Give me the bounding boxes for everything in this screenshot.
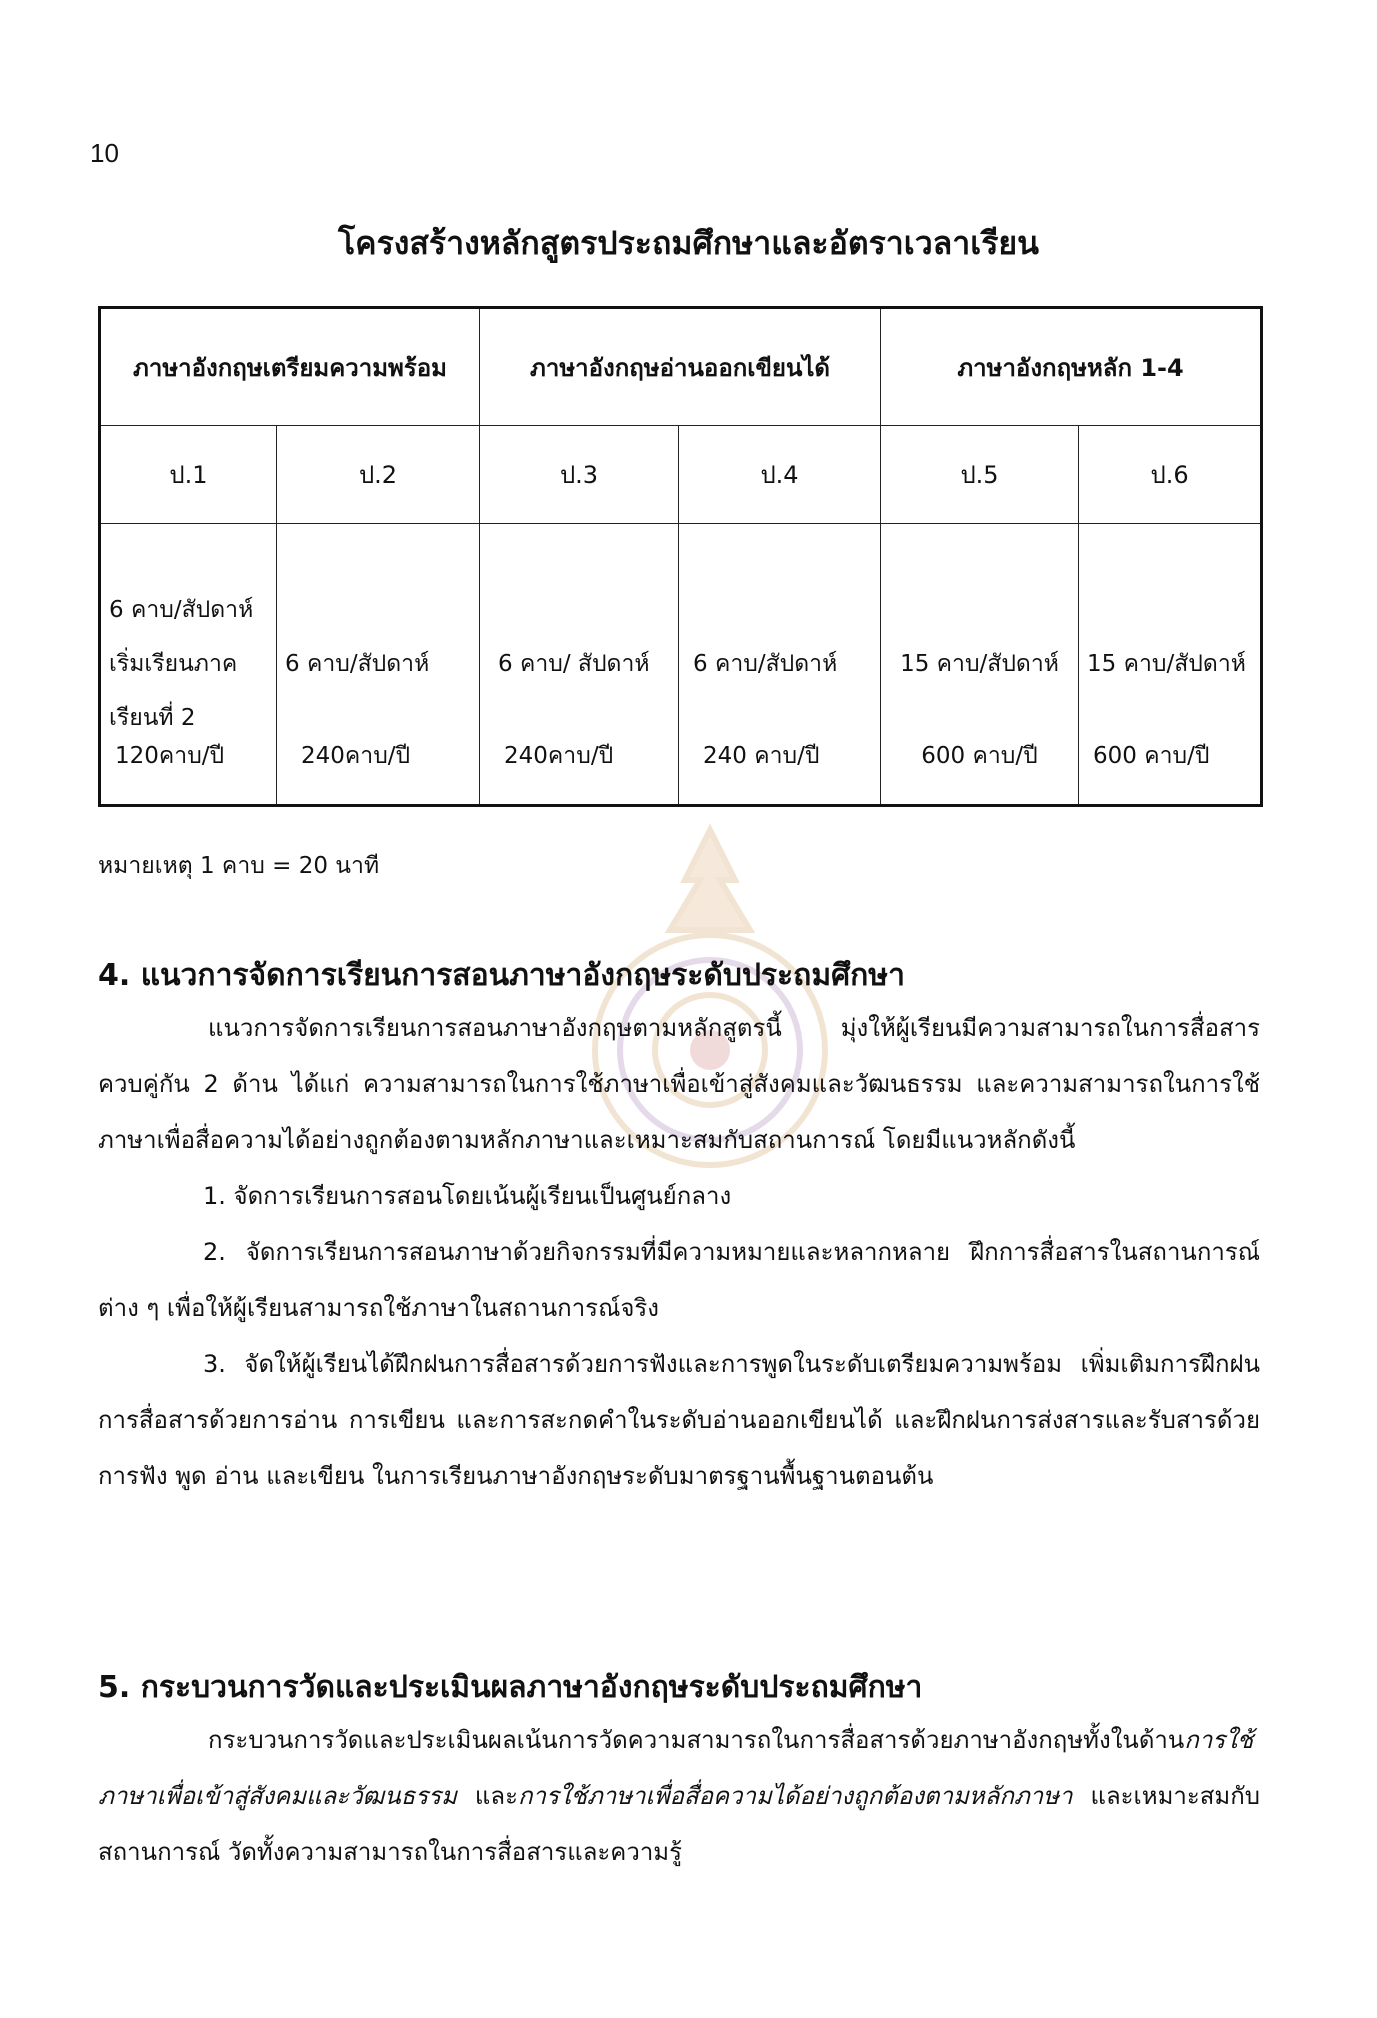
section-5-body — [98, 1712, 1260, 1880]
section-4-intro: แนวการจัดการเรียนการสอนภาษาอังกฤษตามหลักสูตรนี้ มุ่งให้ผู้เรียนมีความสามารถในการสื่อสารควบคู่กัน 2 ด้าน ได้แก่ ความสามารถในการใช้ภาษาเพื่อเข้าสู่สังคมและวัฒนธรรม และความสามารถในการใช้ภาษาเพื่อสื่อความได้อย่างถูกต้องตามหลักภาษาและเหมาะสมกับสถานการณ์ โดยมีแนวหลักดังนี้ — [98, 1014, 1260, 1154]
yearly-periods: 120คาบ/ปี — [115, 743, 225, 769]
grade-cell: ป.5 — [881, 426, 1079, 524]
section-4-body — [98, 1000, 1260, 1504]
grade-cell: ป.4 — [679, 426, 881, 524]
page-number: 10 — [90, 138, 119, 168]
period-cell — [679, 524, 881, 806]
section-5-text-italic: การใช้ภาษาเพื่อสื่อความได้อย่างถูกต้องตามหลักภาษา — [517, 1782, 1073, 1810]
yearly-periods: 240คาบ/ปี — [301, 743, 411, 769]
period-cell — [881, 524, 1079, 806]
level-core-cell: ภาษาอังกฤษหลัก 1-4 — [881, 308, 1262, 426]
weekly-periods: 15 คาบ/สัปดาห์ — [900, 651, 1059, 677]
grade-cell: ป.3 — [480, 426, 679, 524]
guideline-item-3: 3. จัดให้ผู้เรียนได้ฝึกฝนการสื่อสารด้วยการฟังและการพูดในระดับเตรียมความพร้อม เพิ่มเติมการฝึกฝนการสื่อสารด้วยการอ่าน การเขียน และการสะกดคำในระดับอ่านออกเขียนได้ และฝึกฝนการส่งสารและรับสารด้วยการฟัง พูด อ่าน และเขียน ในการเรียนภาษาอังกฤษระดับมาตรฐานพื้นฐานตอนต้น — [98, 1350, 1260, 1490]
yearly-periods: 600 คาบ/ปี — [921, 743, 1038, 769]
start-note: เรียนที่ 2 — [109, 705, 196, 731]
section-5-text: และ — [456, 1782, 518, 1810]
grade-row — [100, 426, 1262, 524]
start-note: เริ่มเรียนภาค — [109, 651, 238, 677]
period-cell — [277, 524, 480, 806]
section-5-heading: 5. กระบวนการวัดและประเมินผลภาษาอังกฤษระดับประถมศึกษา — [98, 1670, 923, 1705]
guideline-item-2: 2. จัดการเรียนการสอนภาษาด้วยกิจกรรมที่มีความหมายและหลากหลาย ฝึกการสื่อสารในสถานการณ์ต่าง ๆ เพื่อให้ผู้เรียนสามารถใช้ภาษาในสถานการณ์จริง — [98, 1238, 1260, 1322]
level-readiness-cell: ภาษาอังกฤษเตรียมความพร้อม — [100, 308, 480, 426]
grade-cell: ป.1 — [100, 426, 277, 524]
document-title: โครงสร้างหลักสูตรประถมศึกษาและอัตราเวลาเรียน — [337, 224, 1039, 262]
guideline-item-1: 1. จัดการเรียนการสอนโดยเน้นผู้เรียนเป็นศูนย์กลาง — [203, 1182, 732, 1210]
table-note: หมายเหตุ 1 คาบ = 20 นาที — [98, 853, 380, 879]
yearly-periods: 240คาบ/ปี — [504, 743, 614, 769]
weekly-periods: 15 คาบ/สัปดาห์ — [1087, 651, 1246, 677]
yearly-periods: 600 คาบ/ปี — [1093, 743, 1210, 769]
weekly-periods: 6 คาบ/สัปดาห์ — [693, 651, 838, 677]
section-5-text: และเหมาะสมกับสถานการณ์ วัดทั้งความสามารถในการสื่อสารและความรู้ — [98, 1782, 1260, 1866]
level-header-row — [100, 308, 1262, 426]
period-cell — [1079, 524, 1262, 806]
curriculum-structure-table — [98, 306, 1263, 807]
grade-cell: ป.6 — [1079, 426, 1262, 524]
weekly-periods: 6 คาบ/สัปดาห์ — [285, 651, 430, 677]
yearly-periods: 240 คาบ/ปี — [703, 743, 820, 769]
weekly-periods: 6 คาบ/ สัปดาห์ — [498, 651, 650, 677]
period-cell — [100, 524, 277, 806]
section-4-heading: 4. แนวการจัดการเรียนการสอนภาษาอังกฤษระดับประถมศึกษา — [98, 958, 905, 993]
section-5-text: กระบวนการวัดและประเมินผลเน้นการวัดความสามารถในการสื่อสารด้วยภาษาอังกฤษทั้งในด้าน — [208, 1726, 1185, 1754]
grade-cell: ป.2 — [277, 426, 480, 524]
section-5-intro — [98, 1712, 1260, 1880]
period-row — [100, 524, 1262, 806]
level-literacy-cell: ภาษาอังกฤษอ่านออกเขียนได้ — [480, 308, 881, 426]
period-cell — [480, 524, 679, 806]
weekly-periods: 6 คาบ/สัปดาห์ — [109, 597, 254, 623]
section-5-text-italic: การใช้ภาษาเพื่อเข้าสู่สังคมและวัฒนธรรม — [98, 1726, 1254, 1810]
